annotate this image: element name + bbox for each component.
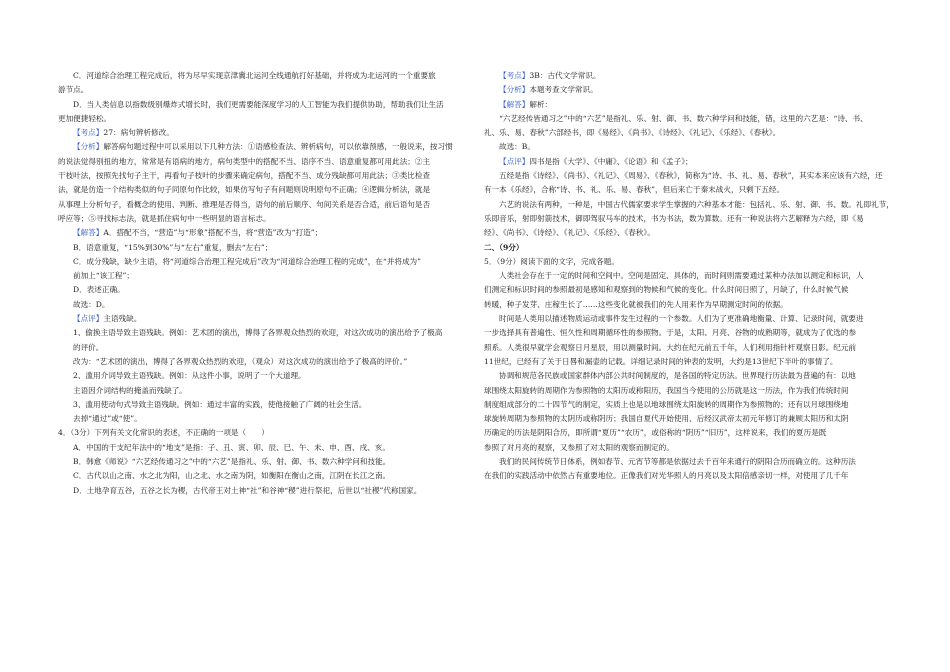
right-text-line [484,313,902,324]
section-label: 【点评】 [499,156,530,166]
right-text-line [484,442,902,453]
line-text: 的评价。 [73,342,104,352]
emphasis-mark: 不正确 [185,428,209,438]
right-text-line [484,227,902,238]
line-text: 照系。人类很早就学会观察日月星辰，用以测量时间。大约在纪元前五千年，人们利用指针杆观察日影。纪元前 [484,342,857,352]
left-column [58,70,476,499]
right-text-line [484,199,902,210]
right-text-line [484,141,902,152]
line-text: 六艺的说法有两种，一种是，中国古代儒家要求学生掌握的六种基本才能：包括礼、乐、射、御、书、数。礼即礼节， [499,199,894,209]
line-text: 3、滥用使动句式导致主语残缺。例如：通过丰富的实践，使他接触了广阔的社会生活。 [73,399,367,409]
line-text: C．成分残缺，缺少主语，将“河道综合治理工程完成后”改为“河道综合治理工程的完成”，在“并将成为” [73,256,422,266]
right-text-line [484,470,902,481]
line-text: 转暖，种子发芽、庄稼生长了……这些变化就被我们的先人用来作为早期测定时间的依据。 [484,299,788,309]
section-label: 【解答】 [73,228,104,238]
line-text: 五经是指《诗经》、《尚书》、《礼记》、《周易》、《春秋》，简称为“诗、书、礼、易、春秋”，其实本来应该有六经，还 [499,171,883,181]
line-text: 去掉“通过”或“使”。 [73,414,142,424]
line-text: 更加便捷轻松。 [58,113,112,123]
line-text: C．河道综合治理工程完成后，将为尽早实现京津冀北运河全线通航打好基础，并将成为北运河的一个重要旅 [73,71,436,80]
right-text-line [484,399,902,410]
right-text-line [484,327,902,338]
line-text: D．表述正确。 [73,285,125,295]
line-text: 2、滥用介词导致主语残缺。例如：从这件小事，说明了一个大道理。 [73,371,306,381]
right-text-line [484,242,902,253]
line-text: 5．（9分）阅读下面的文字，完成各题。 [484,256,619,266]
section-label: 【考点】 [73,128,104,138]
question-text: 4．（3分）下列有关文化常识的表述， [58,428,186,438]
line-text: 乐即音乐，射即射箭技术，御即驾驭马车的技术，书为书法，数为算数。还有一种说法将六艺解释为六经，即《易 [484,213,864,223]
left-text-line [58,156,476,167]
line-text: 从事理上分析句子，看概念的使用、判断、推理是否得当，语句的前后顺序、句间关系是否合适，前后语句是否 [58,199,431,209]
line-text: 时间是人类用以描述物质运动或事件发生过程的一个参数。人们为了更准确地衡量、计算、记录时间，就要进 [499,314,864,324]
right-text-line [484,99,902,110]
right-text-line [484,270,902,281]
right-text-line [484,170,902,181]
line-text: “六艺经传皆通习之”中的“六艺”是指礼、乐、射、御、书、数六种学问和技能，错，这里的六艺是：“诗、书、 [499,113,868,123]
left-text-line [58,342,476,353]
left-text-line [58,427,476,438]
line-text: 解析： [529,99,553,109]
line-text: D．土地孕育五谷，五谷之长为稷，古代帝王对土神“社”和谷神“稷”进行祭祀，后世以“社稷”代称国家。 [73,485,422,495]
line-text: 11世纪，已经有了关于日晷和漏壶的记载。详细记录时间的钟表的发明，大约是13世纪下半叶的事情了。 [484,356,838,366]
left-text-line [58,199,476,210]
left-text-line [58,170,476,181]
left-text-line [58,442,476,453]
line-text: 我们的民间传统节日体系，例如春节、元宵节等都是依据过去千百年来通行的阴阳合历而确立的。这种历法 [499,457,856,467]
left-text-line [58,227,476,238]
right-text-line [484,127,902,138]
right-text-line [484,84,902,95]
right-text-line [484,156,902,167]
left-text-line [58,327,476,338]
left-text-line [58,385,476,396]
right-text-line [484,385,902,396]
right-text-line [484,213,902,224]
left-text-line [58,485,476,496]
line-text: 一步选择具有普遍性、恒久性和周期循环性的参照物。于是，太阳、月亮、谷物的成熟期等，就成为了优选的参 [484,328,857,338]
right-text-line [484,370,902,381]
right-text-line [484,184,902,195]
line-text: 人类社会存在于一定的时间和空间中。空间是固定、具体的，而时间则需要通过某种办法加以测定和标识，人 [499,271,864,281]
right-text-line [484,256,902,267]
right-text-line [484,70,902,81]
line-text: 历确定的历法是阴阳合历，即所谓“夏历”“农历”，或俗称的“阴历”“旧历”，这样说来，我们的夏历是既 [484,428,827,438]
right-text-line [484,342,902,353]
left-text-line [58,313,476,324]
left-text-line [58,184,476,195]
line-text: 的说法觉得别扭的地方，常常是有语病的地方，病句类型中的搭配不当、语序不当、语意重复都可用此法；②主 [58,156,431,166]
line-text: 干枝叶法，按照先找句子主干，再看句子枝叶的步骤来确定病句，搭配不当、成分残缺都可用此法；③类比检查 [58,171,431,181]
left-text-line [58,113,476,124]
line-text: 有一本《乐经》，合称“诗、书、礼、乐、易、春秋”，但后来亡于秦末战火，只剩下五经。 [484,185,785,195]
line-text: 协调和规范各民族或国家群体内部公共时间制度的，是各国的特定历法。世界现行历法最为普遍的有：以地 [499,371,856,381]
right-text-line [484,427,902,438]
line-text: 们测定和标识时间的参照最初是感知和观察到的物候和气候的变化。什么时间日照了，月缺了，什么时候气候 [484,285,849,295]
line-text: D．当人类信息以指数级别爆炸式增长时，我们更需要能深度学习的人工智能为我们提供协助，帮助我们让生活 [73,99,444,109]
line-text: 解答病句题过程中可以采用以下几种方法：①语感检查法、辨析病句，可以依靠预感，一般说来，按习惯 [103,142,453,152]
line-text: 经》、《尚书》、《诗经》、《礼记》、《乐经》、《春秋》。 [484,228,655,238]
left-text-line [58,213,476,224]
left-text-line [58,256,476,267]
section-label: 【分析】 [499,85,530,95]
left-text-line [58,470,476,481]
line-text: 法，就是仿造一个结构类似的句子同原句作比较，如果仿写句子有问题则说明原句不正确；④逻辑分析法，就是 [58,185,431,195]
section-label: 【点评】 [73,314,104,324]
left-text-line [58,70,476,81]
section-label: 【考点】 [499,71,530,80]
line-text: 3B：古代文学常识。 [529,71,601,80]
left-text-line [58,284,476,295]
line-text: 制度组成部分的二十四节气的制定，实质上也是以地球围绕太阳旋转的周期作为参照物的；还有以月球围绕地 [484,399,849,409]
question-text: 的一项是（ ） [208,428,269,438]
right-text-line [484,456,902,467]
right-text-line [484,113,902,124]
line-text: 参照了对月亮的观察，又参照了对太阳的观察而制定的。 [484,442,674,452]
right-text-line [484,299,902,310]
left-text-line [58,84,476,95]
left-text-line [58,370,476,381]
line-text: 1、偷换主语导致主语残缺。例如：艺术团的演出，博得了各界观众热烈的欢迎，对这次成功的演出给予了极高 [73,328,443,338]
right-text-line [484,356,902,367]
left-text-line [58,141,476,152]
line-text: 四书是指《大学》、《中庸》、《论语》和《孟子》； [529,156,693,166]
line-text: 呼应等；⑤寻找标志法，就是抓住病句中一些明显的语言标志。 [58,213,271,223]
section-label: 【解答】 [499,99,530,109]
line-text: 球围绕太阳旋转的周期作为参照物的太阳历或称阳历，我国当今使用的公历就是这一历法，作为我们传统时间 [484,385,849,395]
right-column [484,70,902,485]
left-text-line [58,299,476,310]
left-text-line [58,456,476,467]
line-text: 主语残缺。 [103,314,142,324]
line-text: B．韩愈《师说》“六艺经传通习之”中的“六艺”是指礼、乐、射、御、书、数六种学问和技能。 [73,457,391,467]
section-label: 【分析】 [73,142,104,152]
line-text: A．搭配不当，“营造”与“形象”搭配不当，将“营造”改为“打造”； [103,228,323,238]
line-text: C．古代以山之南、水之北为阳，山之北、水之南为阴，如衡阳在衡山之南，江阴在长江之南。 [73,471,391,481]
right-text-line [484,413,902,424]
right-text-line [484,284,902,295]
left-text-line [58,356,476,367]
left-text-line [58,413,476,424]
line-text: 球旋转周期为参照物的太阴历或称阴历；我国自夏代开始使用、后经汉武帝太初元年修订的兼顾太阳历和太阴 [484,414,849,424]
left-text-line [58,127,476,138]
left-text-line [58,99,476,110]
line-text: 礼、乐、易、春秋”六部经书，即《易经》、《尚书》、《诗经》、《礼记》、《乐经》、《春秋》。 [484,128,781,138]
line-text: 二、（9分） [484,242,524,252]
line-text: 游节点。 [58,85,89,95]
left-text-line [58,242,476,253]
line-text: 改为：“艺术团的演出，博得了各界观众热烈的欢迎，（观众）对这次成功的演出给予了极高的评价。” [73,356,408,366]
left-text-line [58,399,476,410]
line-text: 本题考查文学常识。 [529,85,598,95]
line-text: 前加上“该工程”； [73,271,134,281]
line-text: 故选：B。 [499,142,535,152]
line-text: A．中国的干支纪年法中的“地支”是指：子、丑、寅、卯、辰、巳、午、未、申、酉、戌、亥。 [73,442,390,452]
line-text: 故选：D。 [73,299,110,309]
line-text: B．语意重复，“15%到30%”与“左右”重复，删去“左右”； [73,242,273,252]
line-text: 27：病句辨析修改。 [103,128,174,138]
line-text: 主语因介词结构的掩盖而残缺了。 [73,385,187,395]
line-text: 在我们的实践活动中依然占有重要地位。正像我们对光华照人的月亮以及太阳倍感亲切一样，对使用了几千年 [484,471,849,481]
left-text-line [58,270,476,281]
